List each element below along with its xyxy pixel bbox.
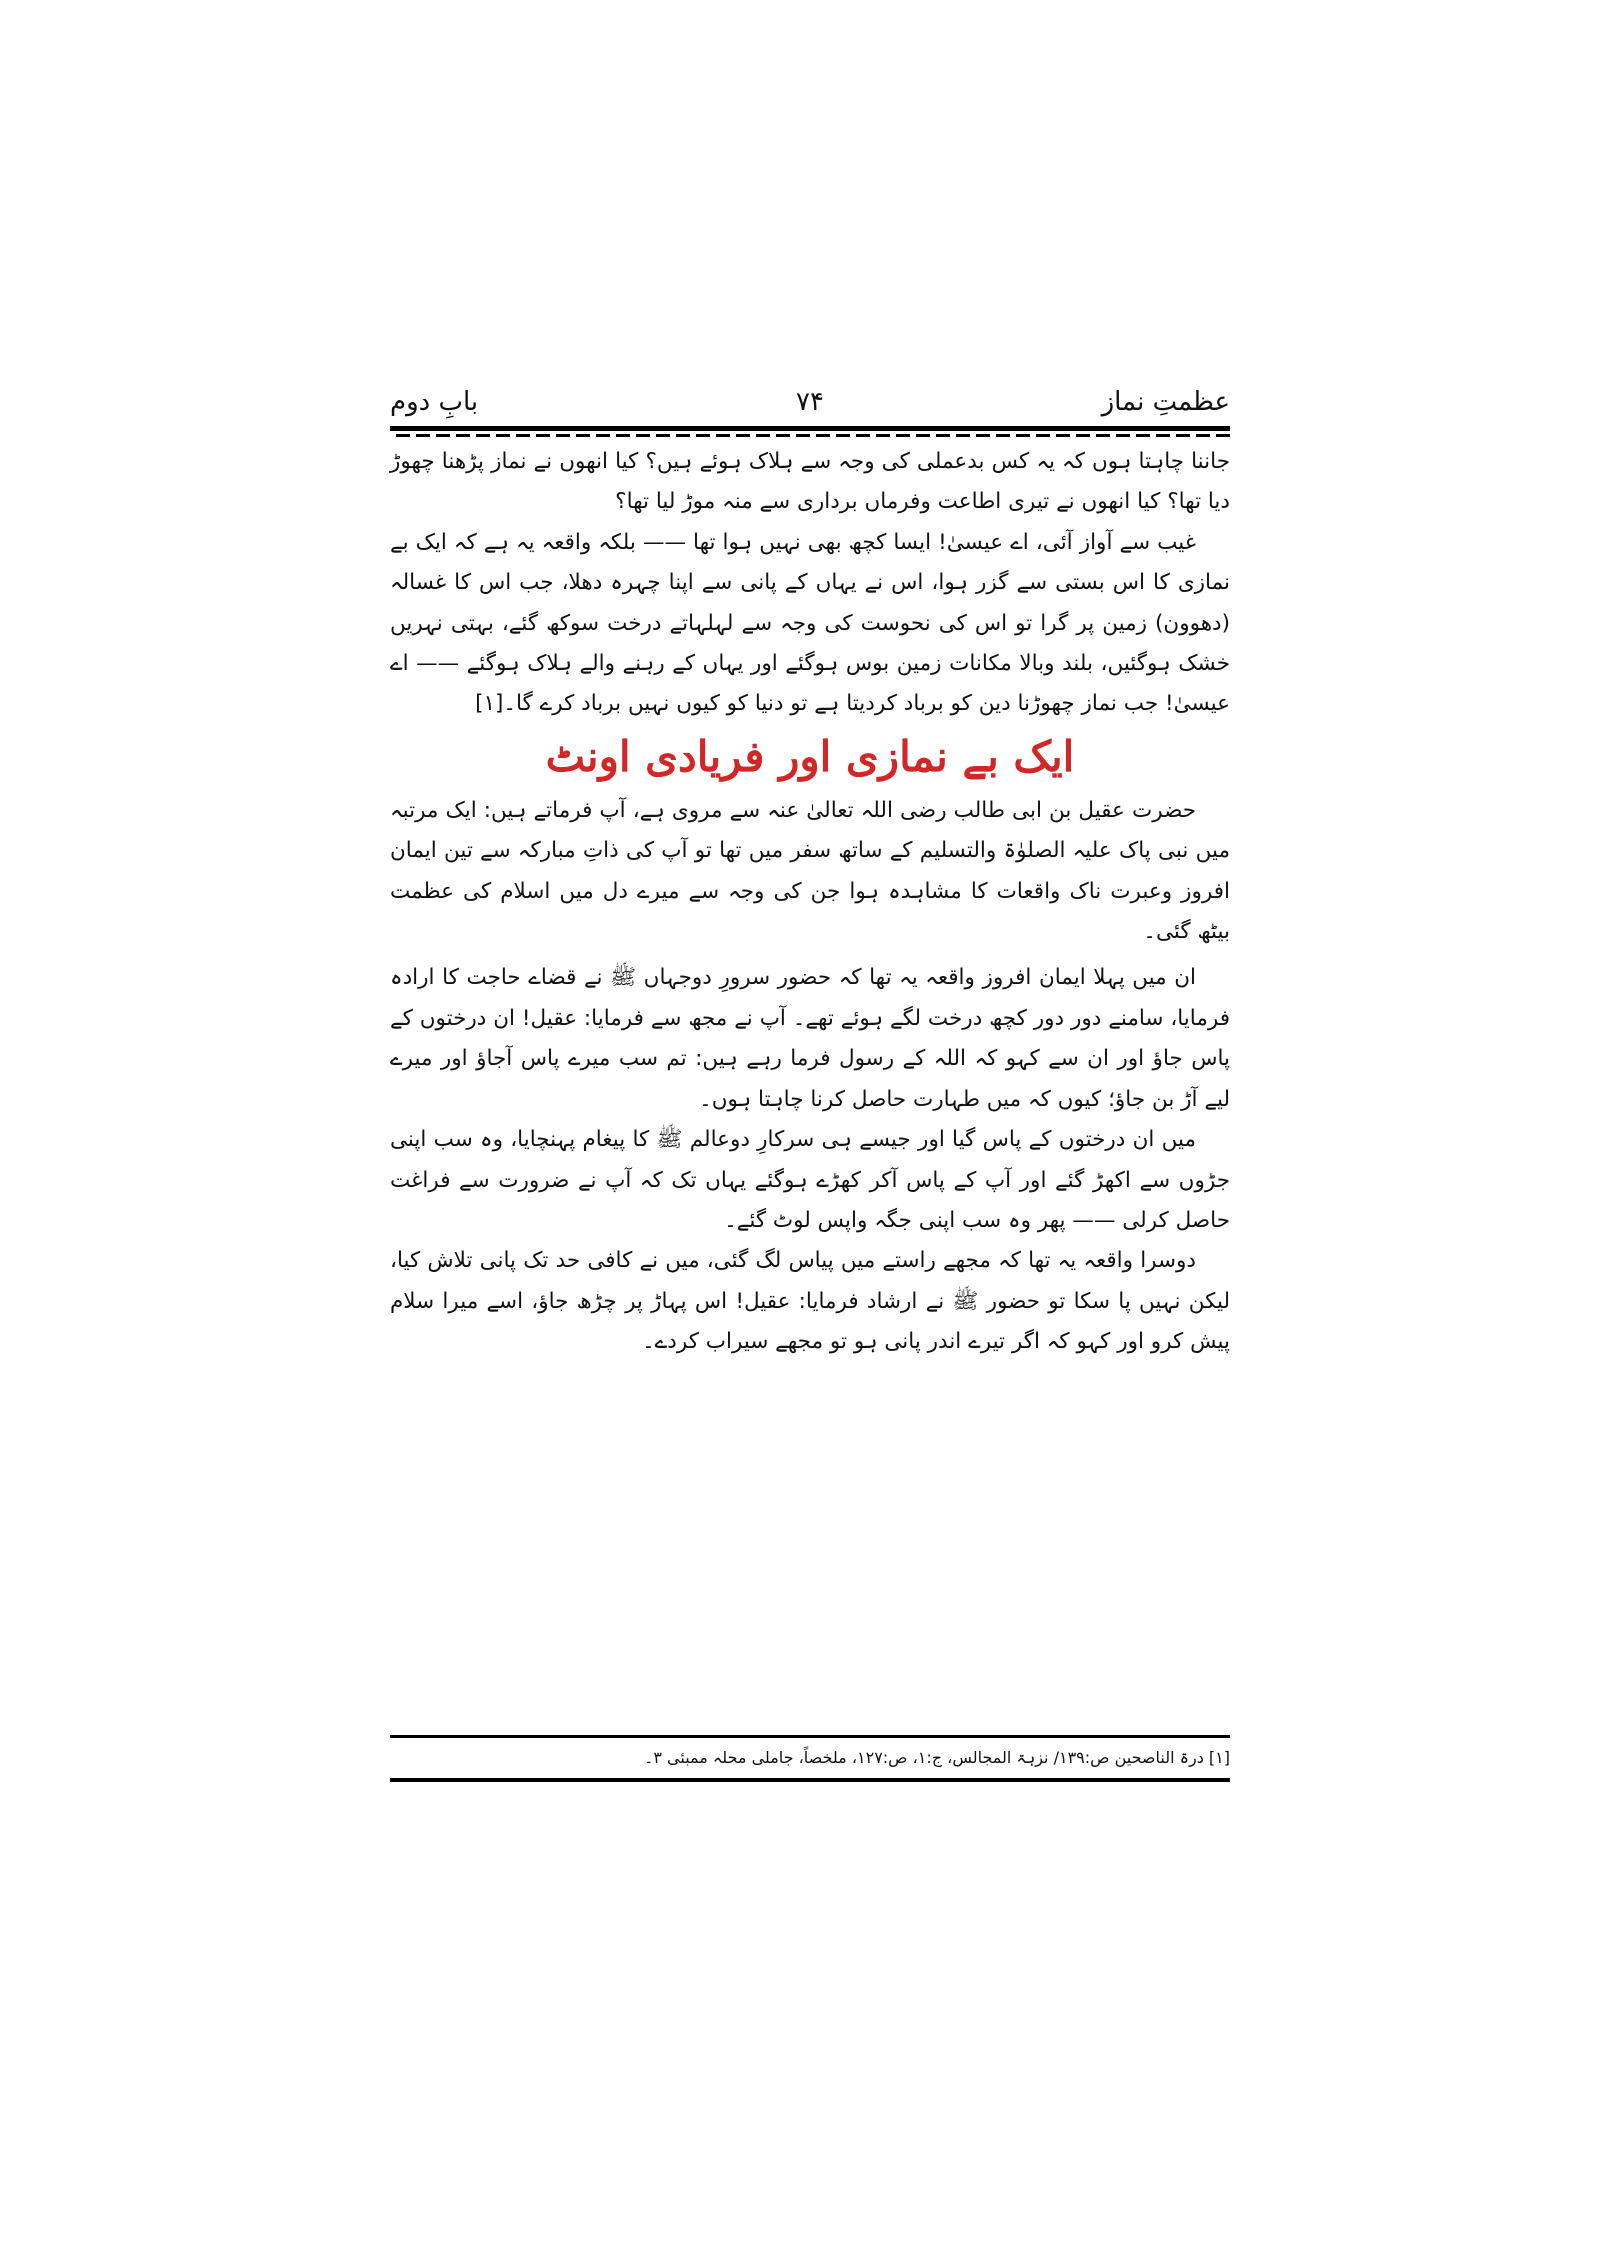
- paragraph: غیب سے آواز آئی، اے عیسیٰ! ایسا کچھ بھی نہیں ہوا تھا —— بلکہ واقعہ یہ ہے کہ ایک بے نمازی کا اس بستی سے گزر ہوا، اس نے یہاں کے پانی سے اپنا چہرہ دھلا، جب اس کا غسالہ (دھوون) زمین پر گرا تو اس کی نحوست کی وجہ سے لہلہاتے درخت سوکھ گئے، بہتی نہریں خشک ہوگئیں، بلند وبالا مکانات زمین بوس ہوگئے اور یہاں کے رہنے والے ہلاک ہوگئے —— اے عیسیٰ! جب نماز چھوڑنا دین کو برباد کردیتا ہے تو دنیا کو کیوں نہیں برباد کرے گا۔[۱]: [390, 529, 1230, 717]
- header-dashed-rule: [390, 434, 1230, 437]
- chapter-title: بابِ دوم: [390, 387, 479, 417]
- page-number: ۷۴: [796, 387, 824, 417]
- paragraph: ان میں پہلا ایمان افروز واقعہ یہ تھا کہ حضور سرورِ دوجہاں ﷺ نے قضاے حاجت کا ارادہ فرمایا، سامنے دور دور کچھ درخت لگے ہوئے تھے۔ آپ نے مجھ سے فرمایا: عقیل! ان درختوں کے پاس جاؤ اور ان سے کہو کہ اللہ کے رسول فرما رہے ہیں: تم سب میرے پاس آجاؤ اور میرے لیے آڑ بن جاؤ؛ کیوں کہ میں طہارت حاصل کرنا چاہتا ہوں۔: [390, 965, 1230, 1112]
- paragraph: جاننا چاہتا ہوں کہ یہ کس بدعملی کی وجہ سے ہلاک ہوئے ہیں؟ کیا انھوں نے نماز پڑھنا چھوڑ دیا تھا؟ کیا انھوں نے تیری اطاعت وفرماں برداری سے منہ موڑ لیا تھا؟: [390, 449, 1230, 515]
- footnote-rule: [390, 1735, 1230, 1738]
- running-header: [390, 380, 1230, 424]
- footer-rule: [390, 1778, 1230, 1782]
- paragraph: میں ان درختوں کے پاس گیا اور جیسے ہی سرکارِ دوعالم ﷺ کا پیغام پہنچایا، وہ سب اپنی جڑوں سے اکھڑ گئے اور آپ کے پاس آکر کھڑے ہوگئے یہاں تک کہ آپ نے ضرورت سے فراغت حاصل کرلی —— پھر وہ سب اپنی جگہ واپس لوٹ گئے۔: [390, 1127, 1230, 1233]
- section-heading: ایک بے نمازی اور فریادی اونٹ: [545, 731, 1075, 781]
- header-rule: [390, 426, 1230, 431]
- paragraph: حضرت عقیل بن ابی طالب رضی اللہ تعالیٰ عنہ سے مروی ہے، آپ فرماتے ہیں: ایک مرتبہ میں نبی پاک علیہ الصلوٰۃ والتسلیم کے ساتھ سفر میں تھا تو آپ کی ذاتِ مبارکہ سے تین ایمان افروز وعبرت ناک واقعات کا مشاہدہ ہوا جن کی وجہ سے میرے دل میں اسلام کی عظمت بیٹھ گئی۔: [390, 797, 1230, 945]
- book-title: عظمتِ نماز: [1101, 387, 1230, 417]
- paragraph: دوسرا واقعہ یہ تھا کہ مجھے راستے میں پیاس لگ گئی، میں نے کافی حد تک پانی تلاش کیا، لیکن نہیں پا سکا تو حضور ﷺ نے ارشاد فرمایا: عقیل! اس پہاڑ پر چڑھ جاؤ، اسے میرا سلام پیش کرو اور کہو کہ اگر تیرے اندر پانی ہو تو مجھے سیراب کردے۔: [390, 1248, 1230, 1355]
- book-page: [390, 360, 1230, 1780]
- body-text: [390, 442, 1230, 1363]
- footnote: [۱] درۃ الناصحین ص:۱۳۹/ نزہۃ المجالس، ج:۱، ص:۱۲۷، ملخصاً، جاملی محلہ ممبئی ۳۔: [643, 1748, 1230, 1767]
